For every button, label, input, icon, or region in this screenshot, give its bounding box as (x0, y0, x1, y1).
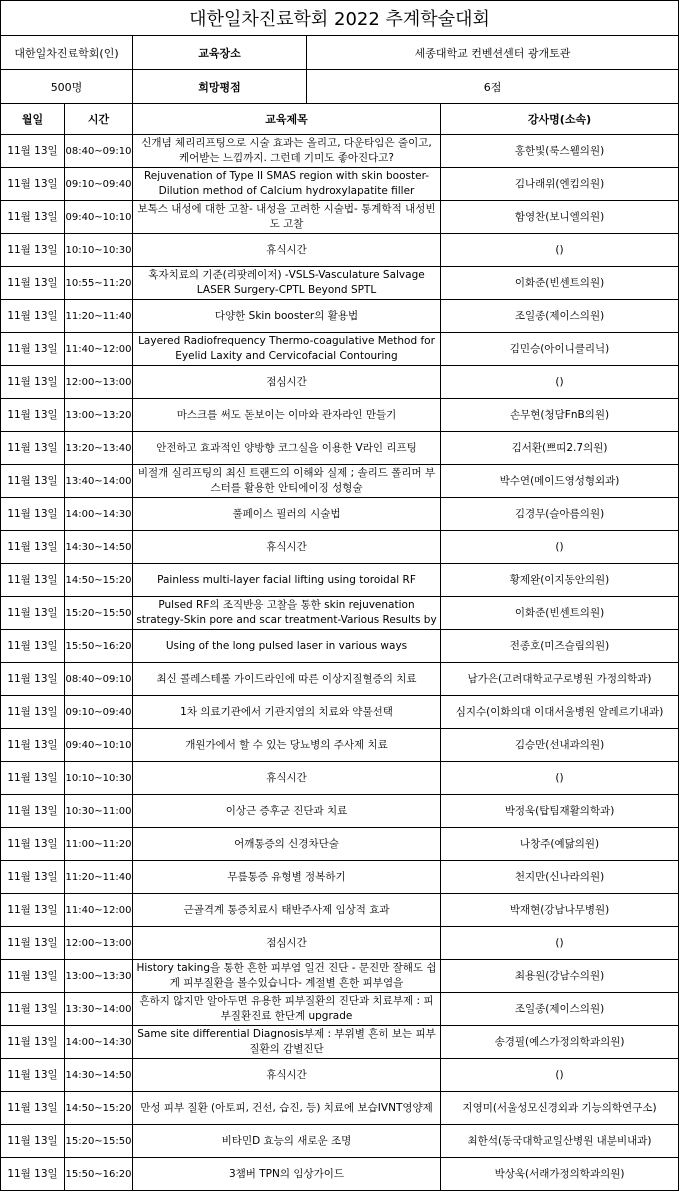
table-row (1, 465, 679, 498)
row-time: 10:10~10:30 (65, 234, 133, 267)
row-topic: 비절개 실리프팅의 최신 트랜드의 이해와 실제 ; 솔리드 폴리머 부스터를 활용한 안티에이징 성형술 (133, 465, 441, 498)
row-date: 11월 13일 (1, 432, 65, 465)
table-row (1, 795, 679, 828)
row-date: 11월 13일 (1, 795, 65, 828)
row-time: 13:00~13:20 (65, 399, 133, 432)
row-topic: Painless multi-layer facial lifting using toroidal RF (133, 564, 441, 597)
row-time: 13:00~13:30 (65, 960, 133, 993)
row-time: 08:40~09:10 (65, 663, 133, 696)
row-speaker: 심지수(이화의대 이대서울병원 알레르기내과) (441, 696, 679, 729)
row-speaker: 최용원(강남수의원) (441, 960, 679, 993)
table-row (1, 960, 679, 993)
row-date: 11월 13일 (1, 729, 65, 762)
row-topic: 3챔버 TPN의 임상가이드 (133, 1158, 441, 1191)
row-topic: 보톡스 내성에 대한 고찰- 내성을 고려한 시술법- 통계학적 내성빈도 고찰 (133, 201, 441, 234)
table-row (1, 135, 679, 168)
row-speaker: 김경무(슬아름의원) (441, 498, 679, 531)
header-speaker: 강사명(소속) (441, 104, 679, 135)
row-date: 11월 13일 (1, 201, 65, 234)
table-row (1, 828, 679, 861)
points-value: 6점 (307, 70, 679, 104)
row-date: 11월 13일 (1, 267, 65, 300)
row-speaker: 함영찬(보니엘의원) (441, 201, 679, 234)
row-speaker: 나창주(예닮의원) (441, 828, 679, 861)
row-time: 14:00~14:30 (65, 498, 133, 531)
row-time: 15:20~15:50 (65, 1125, 133, 1158)
row-date: 11월 13일 (1, 135, 65, 168)
row-date: 11월 13일 (1, 597, 65, 630)
row-time: 10:30~11:00 (65, 795, 133, 828)
row-speaker: 박수연(메이드영성형외과) (441, 465, 679, 498)
table-row (1, 1026, 679, 1059)
row-date: 11월 13일 (1, 1026, 65, 1059)
row-topic: 만성 피부 질환 (아토피, 건선, 습진, 등) 치료에 보습IVNT영양제 (133, 1092, 441, 1125)
row-time: 11:20~11:40 (65, 861, 133, 894)
table-row (1, 399, 679, 432)
row-date: 11월 13일 (1, 1125, 65, 1158)
table-row (1, 1092, 679, 1125)
row-speaker: 최한석(동국대학교일산병원 내분비내과) (441, 1125, 679, 1158)
row-speaker: 남가은(고려대학교구로병원 가정의학과) (441, 663, 679, 696)
row-speaker: 이화준(빈센트의원) (441, 267, 679, 300)
row-topic: 점심시간 (133, 927, 441, 960)
table-row (1, 663, 679, 696)
row-topic: Pulsed RF의 조직반응 고찰을 통한 skin rejuvenation strategy-Skin pore and scar treatment-Various Results by (133, 597, 441, 630)
row-time: 13:40~14:00 (65, 465, 133, 498)
row-topic: 혹자치료의 기준(리팟레이저) -VSLS-Vasculature Salvage LASER Surgery-CPTL Beyond SPTL (133, 267, 441, 300)
row-speaker: () (441, 1059, 679, 1092)
row-speaker: 지영미(서울성모신경외과 기능의학연구소) (441, 1092, 679, 1125)
row-time: 09:40~10:10 (65, 201, 133, 234)
row-time: 09:10~09:40 (65, 168, 133, 201)
row-time: 09:10~09:40 (65, 696, 133, 729)
row-date: 11월 13일 (1, 531, 65, 564)
row-date: 11월 13일 (1, 234, 65, 267)
row-time: 09:40~10:10 (65, 729, 133, 762)
row-time: 10:10~10:30 (65, 762, 133, 795)
row-speaker: () (441, 531, 679, 564)
row-topic: 휴식시간 (133, 762, 441, 795)
row-topic: Using of the long pulsed laser in various ways (133, 630, 441, 663)
row-date: 11월 13일 (1, 366, 65, 399)
table-row (1, 366, 679, 399)
row-topic: 개원가에서 할 수 있는 당뇨병의 주사제 치료 (133, 729, 441, 762)
row-date: 11월 13일 (1, 564, 65, 597)
row-date: 11월 13일 (1, 168, 65, 201)
header-date: 월일 (1, 104, 65, 135)
row-speaker: 김민승(아이니클리닉) (441, 333, 679, 366)
row-topic: 안전하고 효과적인 양방향 코그실을 이용한 V라인 리프팅 (133, 432, 441, 465)
table-row (1, 201, 679, 234)
row-topic: 비타민D 효능의 새로운 조명 (133, 1125, 441, 1158)
row-time: 08:40~09:10 (65, 135, 133, 168)
table-row (1, 1059, 679, 1092)
row-date: 11월 13일 (1, 498, 65, 531)
points-label: 희망평점 (133, 70, 307, 104)
row-time: 14:30~14:50 (65, 1059, 133, 1092)
row-date: 11월 13일 (1, 300, 65, 333)
header-time: 시간 (65, 104, 133, 135)
table-row (1, 1158, 679, 1191)
row-time: 10:55~11:20 (65, 267, 133, 300)
row-topic: 1차 의료기관에서 기관지염의 치료와 약물선택 (133, 696, 441, 729)
venue-value: 세종대학교 컨벤션센터 광개토관 (307, 36, 679, 70)
table-row (1, 729, 679, 762)
row-date: 11월 13일 (1, 1092, 65, 1125)
row-date: 11월 13일 (1, 993, 65, 1026)
venue-label: 교육장소 (133, 36, 307, 70)
row-speaker: 송경필(예스가정의학과의원) (441, 1026, 679, 1059)
row-topic: 휴식시간 (133, 234, 441, 267)
table-row (1, 333, 679, 366)
row-topic: 근골격계 통증치료시 태반주사제 임상적 효과 (133, 894, 441, 927)
row-speaker: 박상욱(서래가정의학과의원) (441, 1158, 679, 1191)
row-time: 13:20~13:40 (65, 432, 133, 465)
row-time: 14:50~15:20 (65, 1092, 133, 1125)
header-topic: 교육제목 (133, 104, 441, 135)
table-row (1, 993, 679, 1026)
row-topic: History taking을 통한 흔한 피부염 일건 진단 - 문진만 잘해도 쉽게 피부질환을 볼수있습니다- 계절별 흔한 피부염을 (133, 960, 441, 993)
table-row (1, 498, 679, 531)
row-topic: 무릎통증 유형별 정복하기 (133, 861, 441, 894)
row-time: 11:40~12:00 (65, 333, 133, 366)
row-speaker: 손무현(청담FnB의원) (441, 399, 679, 432)
page-title: 대한일차진료학회 2022 추계학술대회 (1, 1, 679, 36)
table-row (1, 267, 679, 300)
row-topic: 흔하지 않지만 알아두면 유용한 피부질환의 진단과 치료부제 : 피부질환진료 한단계 upgrade (133, 993, 441, 1026)
row-topic: 마스크를 써도 돋보이는 이마와 관자라인 만들기 (133, 399, 441, 432)
row-date: 11월 13일 (1, 465, 65, 498)
table-row (1, 531, 679, 564)
row-date: 11월 13일 (1, 663, 65, 696)
row-date: 11월 13일 (1, 1059, 65, 1092)
row-speaker: 홍한빛(룩스웰의원) (441, 135, 679, 168)
row-time: 14:00~14:30 (65, 1026, 133, 1059)
table-row (1, 762, 679, 795)
row-topic: Layered Radiofrequency Thermo-coagulative Method for Eyelid Laxity and Cervicofacial Contouring (133, 333, 441, 366)
row-speaker: 천지만(신나라의원) (441, 861, 679, 894)
row-topic: 점심시간 (133, 366, 441, 399)
row-topic: 풀페이스 필러의 시술법 (133, 498, 441, 531)
row-time: 15:50~16:20 (65, 1158, 133, 1191)
row-topic: 최신 콜레스테롤 가이드라인에 따른 이상지질혈증의 치료 (133, 663, 441, 696)
row-speaker: 이화준(빈센트의원) (441, 597, 679, 630)
row-topic: 이상근 증후군 진단과 치료 (133, 795, 441, 828)
capacity-cell: 500명 (1, 70, 133, 104)
row-topic: 휴식시간 (133, 1059, 441, 1092)
row-speaker: 김승만(선내과의원) (441, 729, 679, 762)
row-speaker: 박재현(강남나무병원) (441, 894, 679, 927)
row-time: 15:50~16:20 (65, 630, 133, 663)
row-speaker: () (441, 366, 679, 399)
row-date: 11월 13일 (1, 828, 65, 861)
row-date: 11월 13일 (1, 696, 65, 729)
row-date: 11월 13일 (1, 399, 65, 432)
row-time: 14:30~14:50 (65, 531, 133, 564)
row-date: 11월 13일 (1, 960, 65, 993)
row-speaker: () (441, 927, 679, 960)
row-date: 11월 13일 (1, 762, 65, 795)
row-speaker: 조일종(제이스의원) (441, 993, 679, 1026)
table-row (1, 597, 679, 630)
organizer-cell: 대한일차진료학회(인) (1, 36, 133, 70)
row-time: 15:20~15:50 (65, 597, 133, 630)
table-row (1, 927, 679, 960)
row-topic: Rejuvenation of Type II SMAS region with skin booster-Dilution method of Calcium hydroxylapatite filler (133, 168, 441, 201)
table-row (1, 564, 679, 597)
row-time: 11:20~11:40 (65, 300, 133, 333)
row-topic: 다양한 Skin booster의 활용법 (133, 300, 441, 333)
row-speaker: 김서환(쁘띠2.7의원) (441, 432, 679, 465)
table-row (1, 1125, 679, 1158)
row-speaker: () (441, 234, 679, 267)
table-row (1, 630, 679, 663)
table-row (1, 894, 679, 927)
table-row (1, 696, 679, 729)
table-row (1, 300, 679, 333)
row-date: 11월 13일 (1, 861, 65, 894)
row-date: 11월 13일 (1, 1158, 65, 1191)
row-speaker: () (441, 762, 679, 795)
row-speaker: 김나래위(엔킴의원) (441, 168, 679, 201)
row-topic: 어깨통증의 신경차단술 (133, 828, 441, 861)
row-topic: Same site differential Diagnosis부제 : 부위별 흔히 보는 피부질환의 감별진단 (133, 1026, 441, 1059)
row-time: 12:00~13:00 (65, 366, 133, 399)
row-time: 14:50~15:20 (65, 564, 133, 597)
row-speaker: 황제완(이지동안의원) (441, 564, 679, 597)
row-time: 13:30~14:00 (65, 993, 133, 1026)
row-time: 11:00~11:20 (65, 828, 133, 861)
table-row (1, 234, 679, 267)
row-date: 11월 13일 (1, 630, 65, 663)
row-time: 12:00~13:00 (65, 927, 133, 960)
row-date: 11월 13일 (1, 894, 65, 927)
row-date: 11월 13일 (1, 333, 65, 366)
row-topic: 신개념 체리리프팅으로 시술 효과는 올리고, 다운타임은 줄이고, 케어받는 느낌까지. 그런데 기미도 좋아진다고? (133, 135, 441, 168)
row-speaker: 전종호(미즈슬림의원) (441, 630, 679, 663)
row-time: 11:40~12:00 (65, 894, 133, 927)
row-speaker: 조일종(제이스의원) (441, 300, 679, 333)
row-date: 11월 13일 (1, 927, 65, 960)
table-row (1, 168, 679, 201)
table-row (1, 861, 679, 894)
row-topic: 휴식시간 (133, 531, 441, 564)
row-speaker: 박정욱(탑팀재활의학과) (441, 795, 679, 828)
table-row (1, 432, 679, 465)
